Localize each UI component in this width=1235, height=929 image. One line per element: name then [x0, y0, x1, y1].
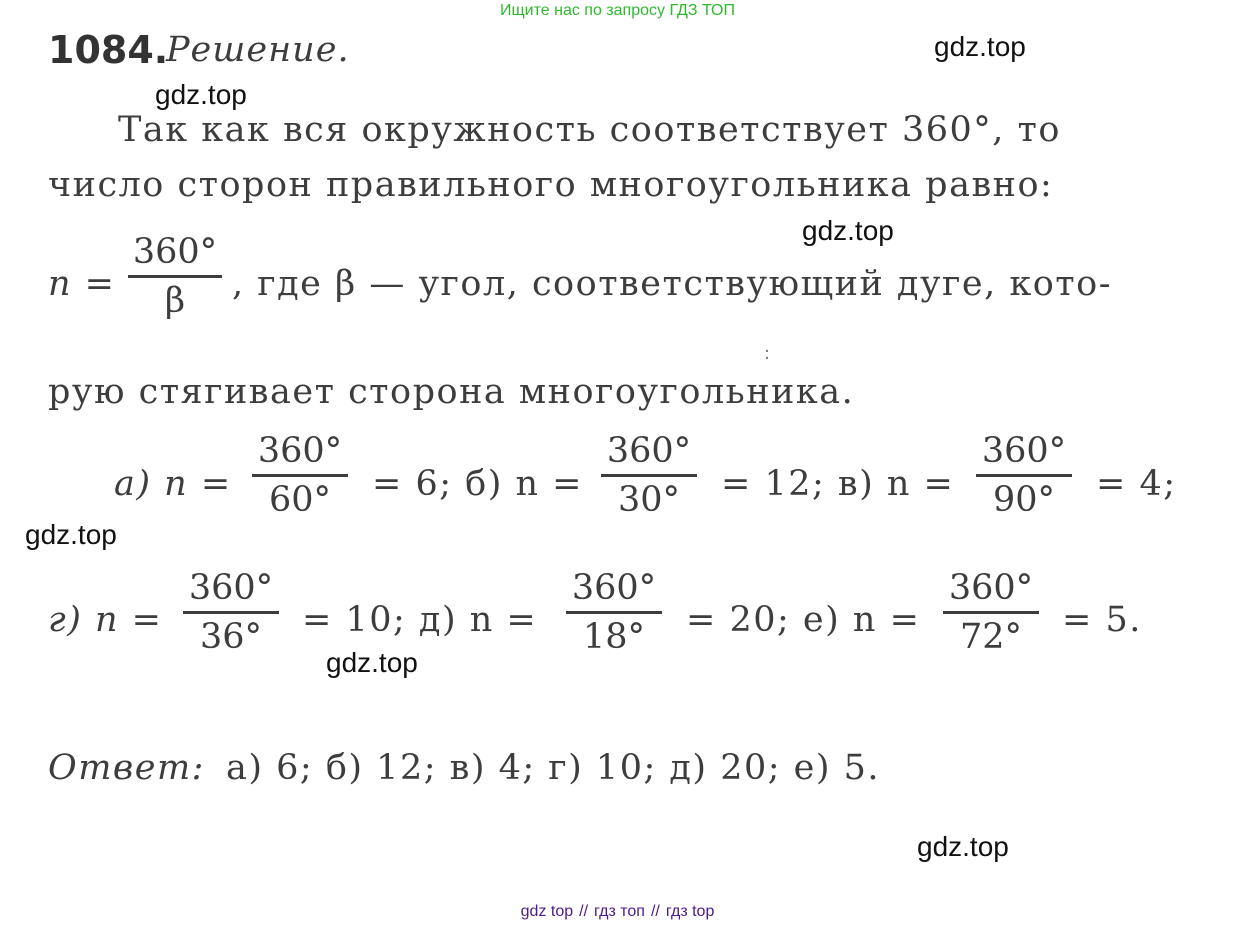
case-e-fraction — [943, 570, 1039, 656]
case-v-result: = 4; — [1096, 464, 1177, 504]
case-g-prefix: г) n = — [48, 600, 163, 640]
fraction-numerator: 360° — [948, 568, 1034, 608]
formula-fraction — [128, 234, 222, 320]
footer-separator: // — [579, 903, 589, 920]
footer-link-1[interactable]: gdz top — [520, 903, 574, 920]
fraction-bar — [128, 275, 222, 278]
scan-speck: : — [764, 343, 771, 364]
fraction-denominator: β — [164, 280, 186, 321]
fraction-denominator: 36° — [199, 616, 263, 657]
text-line-4: рую стягивает сторона многоугольника. — [48, 372, 855, 412]
search-hint-link[interactable]: Ищите нас по запросу ГДЗ ТОП — [500, 2, 735, 19]
fraction-denominator: 30° — [617, 479, 681, 520]
case-v-fraction — [976, 433, 1072, 519]
watermark: gdz.top — [802, 215, 894, 246]
fraction-numerator: 360° — [132, 232, 218, 272]
fraction-denominator: 72° — [959, 616, 1023, 657]
case-g-result: = 10; д) n = — [302, 600, 538, 640]
watermark: gdz.top — [326, 647, 418, 678]
fraction-numerator: 360° — [606, 431, 692, 471]
case-a-fraction — [252, 433, 348, 519]
case-g-fraction — [183, 570, 279, 656]
fraction-bar — [183, 611, 279, 614]
fraction-numerator: 360° — [571, 568, 657, 608]
fraction-numerator: 360° — [257, 431, 343, 471]
case-e-result: = 5. — [1062, 600, 1142, 640]
watermark: gdz.top — [155, 79, 247, 110]
fraction-bar — [252, 474, 348, 477]
watermark: gdz.top — [25, 519, 117, 550]
fraction-numerator: 360° — [981, 431, 1067, 471]
footer-links — [0, 903, 1235, 921]
fraction-numerator: 360° — [188, 568, 274, 608]
watermark: gdz.top — [934, 31, 1026, 62]
case-d-fraction — [566, 570, 662, 656]
formula-rest: , где β — угол, соответствующий дуге, кото- — [232, 264, 1113, 304]
problem-number: 1084. — [48, 28, 169, 72]
formula-lhs: n = — [48, 264, 116, 304]
footer-separator: // — [650, 903, 660, 920]
fraction-bar — [566, 611, 662, 614]
answer-text: а) 6; б) 12; в) 4; г) 10; д) 20; е) 5. — [226, 748, 881, 788]
answer-label: Ответ: — [48, 748, 205, 788]
text-line-1: Так как вся окружность соответствует 360°, то — [118, 110, 1061, 150]
fraction-denominator: 18° — [582, 616, 646, 657]
case-b-fraction — [601, 433, 697, 519]
fraction-denominator: 60° — [268, 479, 332, 520]
case-a-prefix: а) n = — [114, 464, 232, 504]
footer-link-2[interactable]: гдз топ — [594, 903, 645, 920]
case-a-result: = 6; б) n = — [372, 464, 583, 504]
fraction-bar — [976, 474, 1072, 477]
watermark: gdz.top — [917, 831, 1009, 862]
fraction-bar — [943, 611, 1039, 614]
case-d-result: = 20; е) n = — [686, 600, 921, 640]
fraction-denominator: 90° — [992, 479, 1056, 520]
fraction-bar — [601, 474, 697, 477]
footer-link-3[interactable]: гдз top — [665, 903, 715, 920]
problem-title: Решение. — [166, 30, 350, 70]
text-line-2: число сторон правильного многоугольника равно: — [48, 165, 1054, 205]
case-b-result: = 12; в) n = — [721, 464, 955, 504]
